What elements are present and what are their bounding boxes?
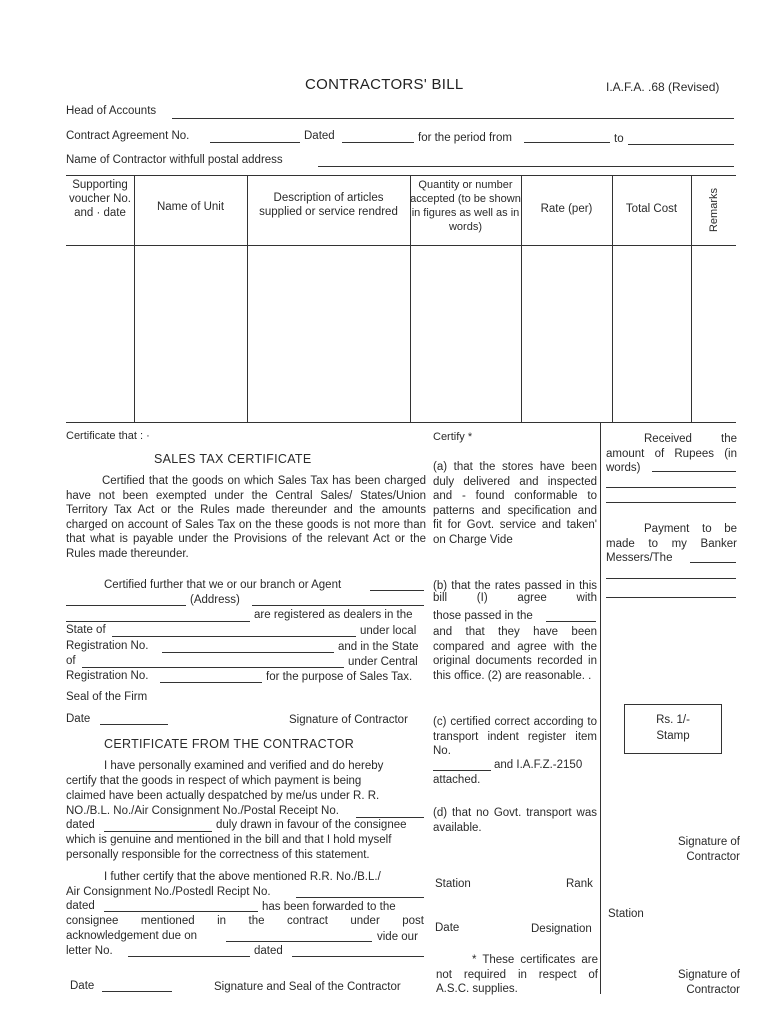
vide-label: vide our xyxy=(377,931,418,943)
bill-table xyxy=(66,175,736,422)
contractor-date-field[interactable] xyxy=(102,991,172,992)
under-central-label: under Central xyxy=(348,656,418,668)
received-text: Received the amount of Rupees (in words) xyxy=(606,433,737,474)
col-header-description: Description of articles supplied or service rendred xyxy=(259,192,398,218)
col-header-voucher: Supporting voucher No. and · date xyxy=(68,179,131,219)
purpose-label: for the purpose of Sales Tax. xyxy=(266,671,413,683)
period-to-label: to xyxy=(614,133,624,145)
contractor-cert-line: NO./B.L. No./Air Consignment No./Postal Receipt No. xyxy=(66,805,339,817)
contractor-cert-line: has been forwarded to the xyxy=(262,901,396,913)
sales-tax-paragraph: Certified that the goods on which Sales Tax has been charged have not been exempted under the Central Sales/ States/Union Territory Tax Act or the Rules made thereunder and the amounts charged on account of Sales Tax on the these goods is not more than that what is payable under the Provisions of the relevant Act or the Rules made thereunder. xyxy=(66,475,426,560)
contractor-cert-line: Air Consignment No./Postedl Recipt No. xyxy=(66,886,271,898)
p2-dated2-label: dated xyxy=(254,945,283,957)
consignment-no-field[interactable] xyxy=(296,897,424,898)
ack-label: acknowledgement due on xyxy=(66,930,198,942)
address-field-2[interactable] xyxy=(252,605,424,606)
letter-no-label: letter No. xyxy=(66,945,113,957)
sales-tax-heading: SALES TAX CERTIFICATE xyxy=(154,452,312,466)
period-from-field[interactable] xyxy=(524,142,610,143)
certify-designation-label: Designation xyxy=(531,923,592,935)
ack-field[interactable] xyxy=(226,941,372,942)
col-header-remarks: Remarks xyxy=(708,188,720,233)
p1-dated-label: dated xyxy=(66,819,95,831)
and-in-state-label: and in the State xyxy=(338,641,419,653)
period-from-label: for the period from xyxy=(418,132,512,144)
sales-date-label: Date xyxy=(66,713,91,725)
registered-label: are registered as dealers in the xyxy=(254,609,413,621)
address-field-1[interactable] xyxy=(66,605,186,606)
contractor-date-label: Date xyxy=(70,980,95,992)
certify-b-field[interactable] xyxy=(546,621,596,622)
receipt-station-label: Station xyxy=(608,908,644,920)
certified-further-label: Certified further that we or our branch or Agent xyxy=(104,579,342,591)
registration-no2-field[interactable] xyxy=(160,682,262,683)
contractor-name-field[interactable] xyxy=(318,166,734,167)
contractor-name-label: Name of Contractor withfull postal address xyxy=(66,154,283,166)
certify-rank-label: Rank xyxy=(566,878,593,890)
certify-b-line1: (b) that the rates passed in this bill (I) agree with xyxy=(433,580,597,604)
head-of-accounts-field[interactable] xyxy=(172,118,734,119)
registration-no2-label: Registration No. xyxy=(66,670,149,682)
contractor-signature-label: Signature and Seal of the Contractor xyxy=(214,981,401,993)
certify-b-rest: and that they have been compared and agree with the original documents recorded in this office. (2) are reasonable. . xyxy=(433,626,597,682)
contractor-cert-line: duly drawn in favour of the consignee xyxy=(216,819,407,831)
col-header-rate: Rate (per) xyxy=(540,203,593,215)
p1-dated-field[interactable] xyxy=(104,831,212,832)
contract-agreement-field[interactable] xyxy=(210,142,300,143)
rupees-field-3[interactable] xyxy=(606,502,736,503)
state-of-label: State of xyxy=(66,624,106,636)
registration-no-label: Registration No. xyxy=(66,640,149,652)
contractor-cert-heading: CERTIFICATE FROM THE CONTRACTOR xyxy=(104,737,355,751)
sales-signature-label: Signature of Contractor xyxy=(289,714,408,726)
dated-label: Dated xyxy=(304,130,335,142)
certify-note: * These certificates are not required in respect of A.S.C. supplies. xyxy=(436,954,598,995)
col-header-quantity: Quantity or number accepted (to be shown in figures as well as in words) xyxy=(410,179,521,233)
registration-no-field[interactable] xyxy=(162,652,334,653)
certify-c: (c) certified correct according to transport indent register item No. xyxy=(433,716,597,757)
p2-dated-label: dated xyxy=(66,900,95,912)
banker-field-2[interactable] xyxy=(606,578,736,579)
contractor-cert-line: which is genuine and mentioned in the bill and that I hold myself xyxy=(66,834,392,846)
agent-field[interactable] xyxy=(370,590,424,591)
contractor-cert-line: certify that the goods in respect of which payment is being xyxy=(66,775,362,787)
dated-field[interactable] xyxy=(342,142,414,143)
contractor-cert-line: claimed have been actually despatched by me/us under R. R. xyxy=(66,790,380,802)
p2-dated-field[interactable] xyxy=(104,911,258,912)
payment-text: Payment to be made to my Banker Messers/The xyxy=(606,523,737,564)
certify-c-and: and I.A.F.Z.-2150 xyxy=(494,759,583,771)
certify-c-attached: attached. xyxy=(433,774,481,786)
banker-field-1[interactable] xyxy=(690,562,736,563)
certify-label: Certify * xyxy=(433,431,473,443)
certificate-label: Certificate that : · xyxy=(66,430,150,442)
under-local-label: under local xyxy=(360,625,417,637)
stamp-line2: Stamp xyxy=(656,730,690,742)
head-of-accounts-label: Head of Accounts xyxy=(66,105,157,117)
certify-station-label: Station xyxy=(435,878,471,890)
certify-b-line2: those passed in the xyxy=(433,610,533,622)
sales-date-field[interactable] xyxy=(100,724,168,725)
indent-item-field[interactable] xyxy=(433,770,491,771)
banker-field-3[interactable] xyxy=(606,597,736,598)
certify-d: (d) that no Govt. transport was available. xyxy=(433,807,597,834)
certify-a: (a) that the stores have been duly delivered and inspected and - found conformable to patterns and specification and fit for Govt. service and taken' on Charge Vide xyxy=(433,461,597,546)
receipt-signature-2: Signature of Contractor xyxy=(677,969,740,996)
of-label: of xyxy=(66,655,76,667)
contract-agreement-label: Contract Agreement No. xyxy=(66,130,190,142)
state-of-field[interactable] xyxy=(112,636,356,637)
col-header-total-cost: Total Cost xyxy=(625,203,678,215)
stamp-line1: Rs. 1/- xyxy=(656,714,690,726)
seal-label: Seal of the Firm xyxy=(66,691,148,703)
rupees-field-1[interactable] xyxy=(652,471,736,472)
postal-receipt-field[interactable] xyxy=(356,817,424,818)
address-field-3[interactable] xyxy=(66,621,250,622)
contractor-cert-line: consignee mentioned in the contract under post xyxy=(66,915,424,927)
of-field[interactable] xyxy=(82,667,344,668)
form-title: CONTRACTORS' BILL xyxy=(305,76,464,93)
revenue-stamp-box[interactable] xyxy=(624,704,722,754)
contractor-cert-line: I futher certify that the above mentioned R.R. No./B.L./ xyxy=(104,871,381,883)
contractor-cert-line: personally responsible for the correctness of this statement. xyxy=(66,849,370,861)
address-label: (Address) xyxy=(190,594,240,606)
letter-no-field[interactable] xyxy=(128,956,250,957)
form-code: I.A.F.A. .68 (Revised) xyxy=(606,80,720,94)
col-header-unit: Name of Unit xyxy=(156,201,225,213)
contractor-cert-line: I have personally examined and verified and do hereby xyxy=(104,760,384,772)
period-to-field[interactable] xyxy=(628,144,734,145)
p2-dated2-field[interactable] xyxy=(292,956,424,957)
certify-date-label: Date xyxy=(435,922,460,934)
rupees-field-2[interactable] xyxy=(606,487,736,488)
receipt-signature-1: Signature of Contractor xyxy=(677,836,740,863)
